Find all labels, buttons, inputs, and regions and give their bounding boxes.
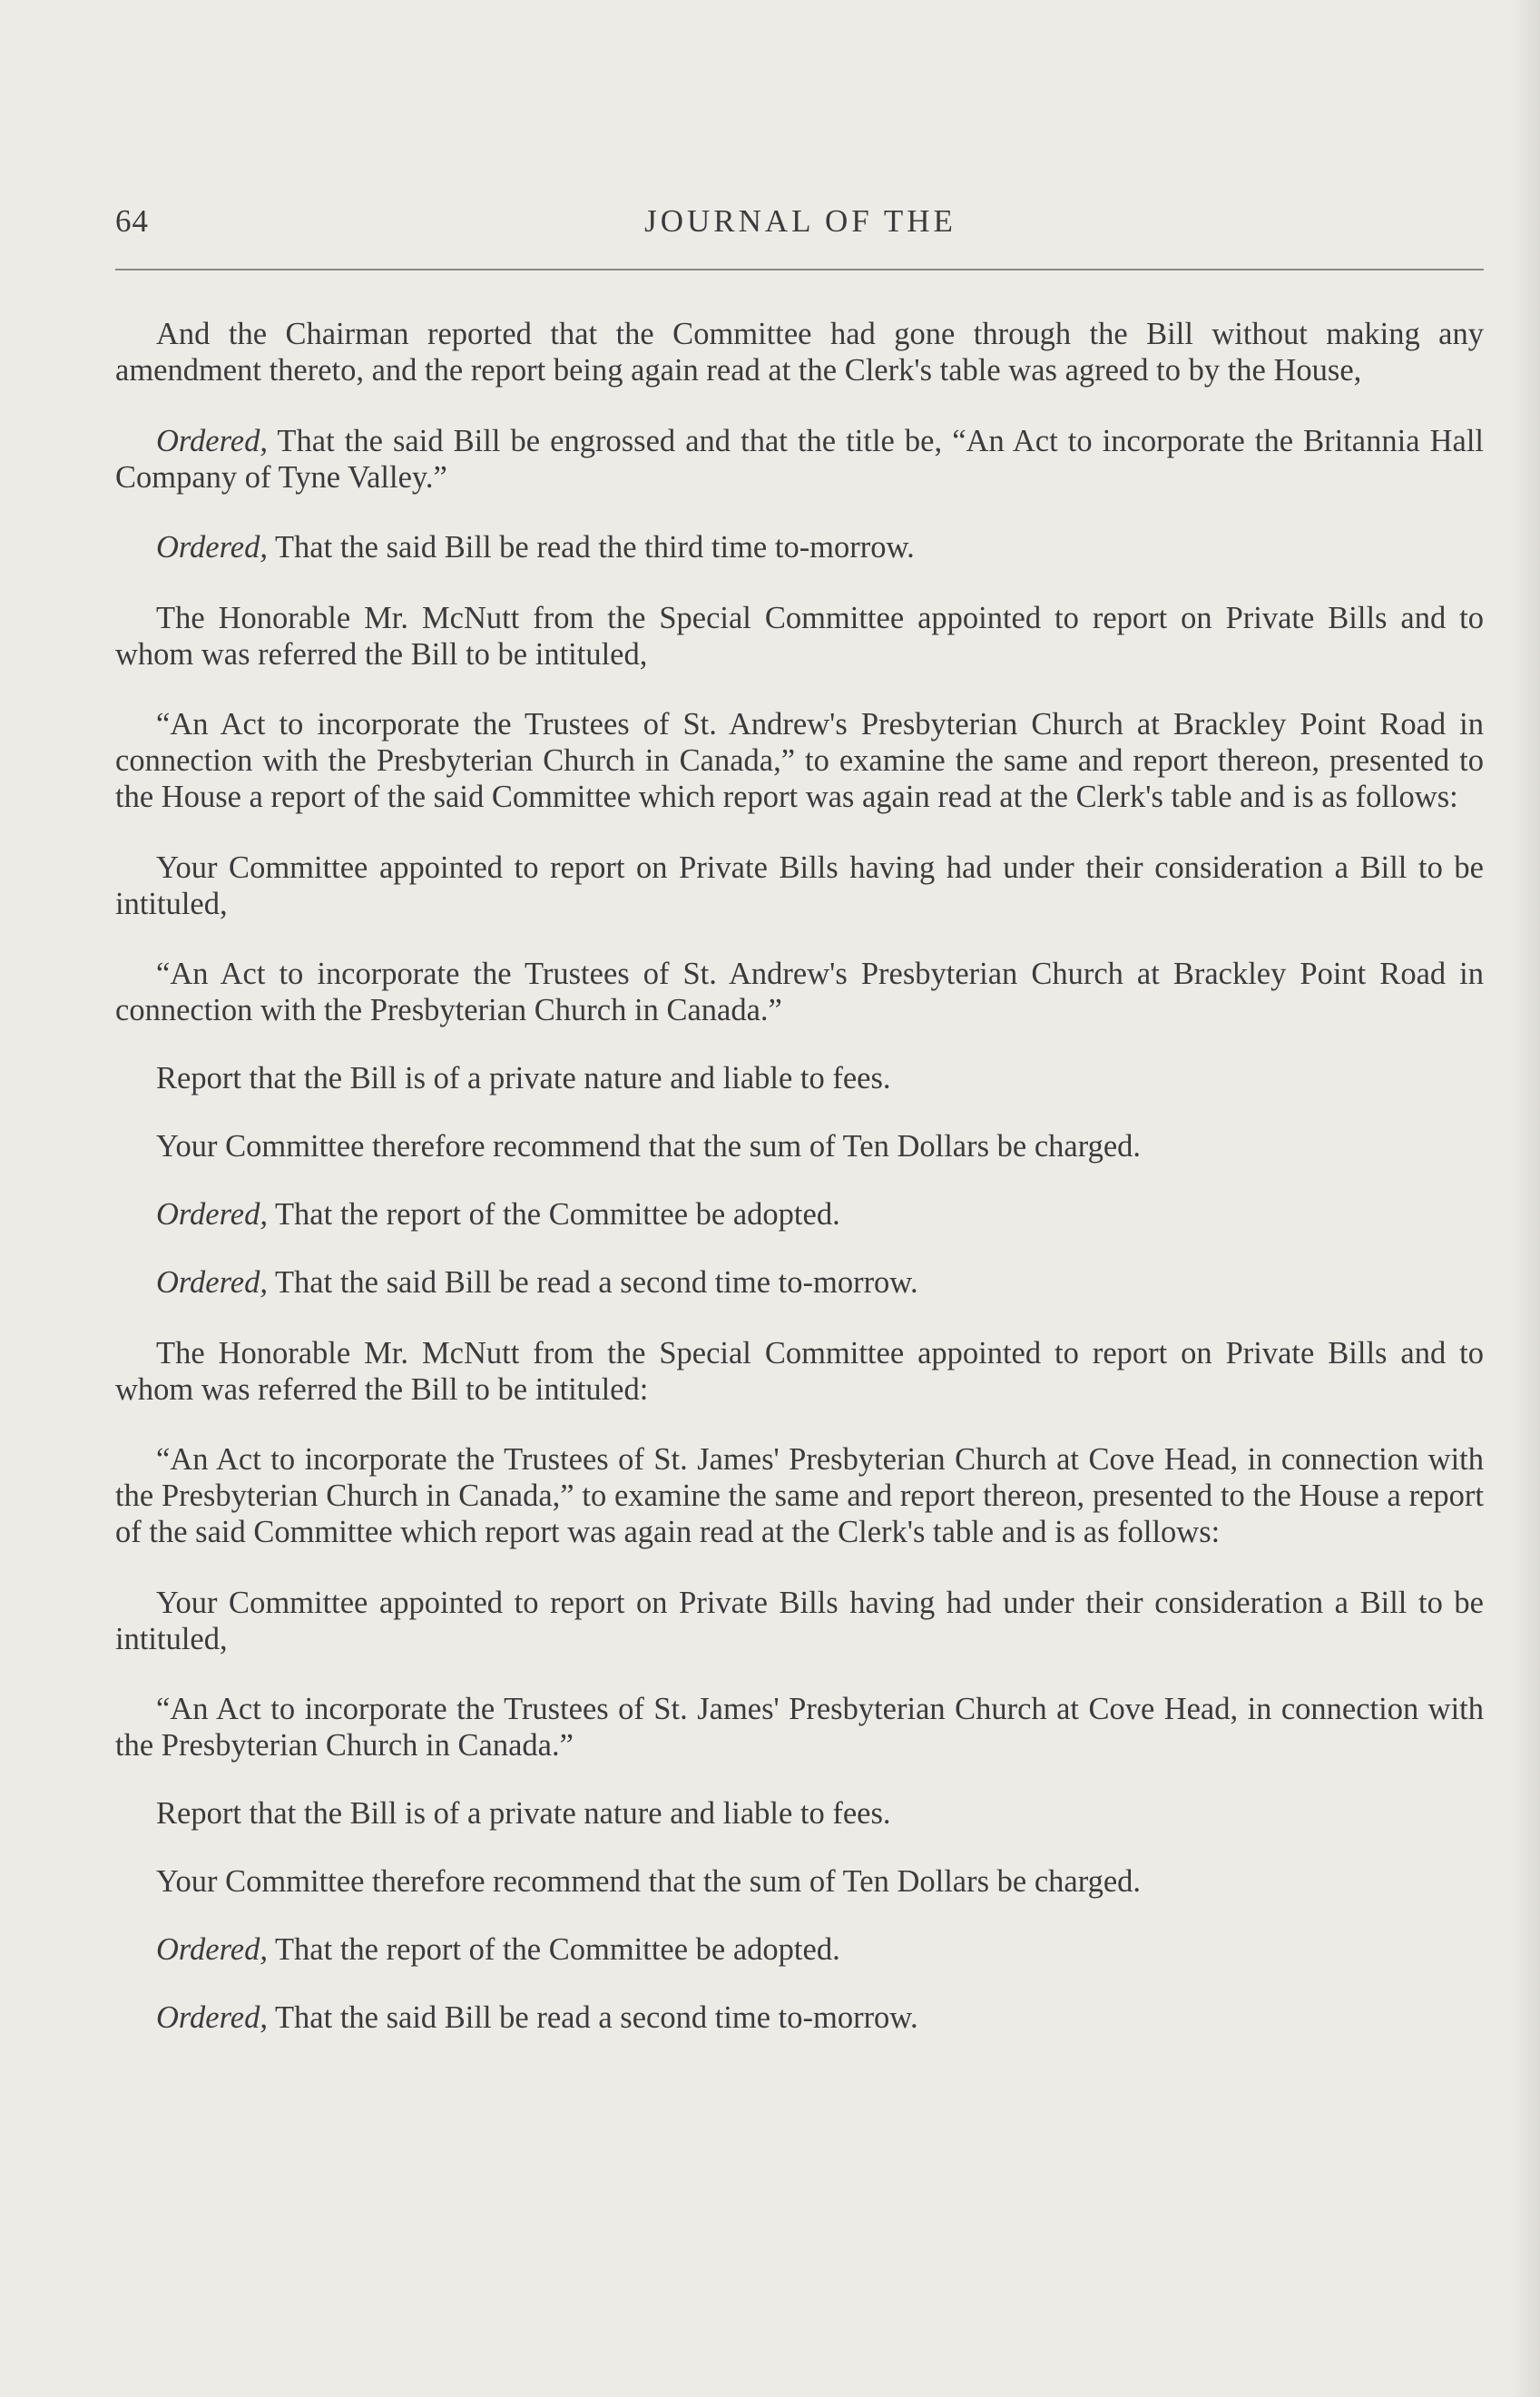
- paragraph-order-engrossed: [115, 423, 1484, 496]
- paragraph-text: The Honorable Mr. McNutt from the Special Committee appointed to report on Private Bills and to whom was referred the Bill to be intituled:: [115, 1335, 1484, 1407]
- paragraph-text: “An Act to incorporate the Trustees of St. James' Presbyterian Church at Cove Head, in connection with the Presbyterian Church in Canada.”: [115, 1692, 1484, 1763]
- paragraph-text: Report that the Bill is of a private nature and liable to fees.: [156, 1796, 891, 1831]
- paragraph-mcnutt-report-1: [115, 600, 1484, 673]
- paragraph-fee-recommendation-2: [115, 1863, 1484, 1900]
- paragraph-order-second-reading-1: [115, 1264, 1484, 1301]
- paragraph-fee-recommendation-1: [115, 1128, 1484, 1164]
- paragraph-private-nature-1: [115, 1060, 1484, 1096]
- paragraph-text: “An Act to incorporate the Trustees of St. James' Presbyterian Church at Cove Head, in connection with the Presbyterian Church in Canada,” to examine the same and report thereon, presented to the House a report of the said Committee which report was again read at the Clerk's table and is as follows:: [115, 1442, 1484, 1549]
- ordered-label: Ordered,: [156, 423, 268, 458]
- paragraph-text: That the said Bill be engrossed and that the title be, “An Act to incorporate the Britannia Hall Company of Tyne Valley.”: [115, 423, 1484, 495]
- paragraph-chairman-report: [115, 316, 1484, 388]
- paragraph-order-adopted-2: [115, 1931, 1484, 1968]
- paragraph-text: The Honorable Mr. McNutt from the Special Committee appointed to report on Private Bills and to whom was referred the Bill to be intituled,: [115, 600, 1484, 672]
- ordered-label: Ordered,: [156, 1197, 268, 1232]
- journal-body: [115, 316, 1484, 2070]
- paragraph-text: “An Act to incorporate the Trustees of St. Andrew's Presbyterian Church at Brackley Point Road in connection with the Presbyterian Church in Canada.”: [115, 957, 1484, 1027]
- paragraph-text: Your Committee therefore recommend that the sum of Ten Dollars be charged.: [156, 1129, 1142, 1164]
- paragraph-st-andrews-act-quote: [115, 956, 1484, 1028]
- paragraph-private-nature-2: [115, 1795, 1484, 1832]
- paragraph-st-andrews-act-title: [115, 706, 1484, 815]
- paragraph-text: Your Committee therefore recommend that the sum of Ten Dollars be charged.: [156, 1864, 1142, 1899]
- ordered-label: Ordered,: [156, 1932, 268, 1967]
- journal-title: JOURNAL OF THE: [644, 203, 956, 239]
- page-number: 64: [115, 203, 149, 239]
- ordered-label: Ordered,: [156, 1265, 268, 1300]
- paragraph-text: That the said Bill be read a second time to-morrow.: [267, 2000, 918, 2035]
- paragraph-order-third-reading: [115, 529, 1484, 565]
- ordered-label: Ordered,: [156, 2000, 268, 2035]
- paragraph-text: That the said Bill be read a second time to-morrow.: [267, 1265, 918, 1300]
- paragraph-text: That the report of the Committee be adopted.: [267, 1932, 840, 1967]
- paragraph-committee-consideration-2: [115, 1585, 1484, 1657]
- paragraph-text: Report that the Bill is of a private nature and liable to fees.: [156, 1061, 891, 1095]
- paragraph-order-adopted-1: [115, 1196, 1484, 1233]
- paragraph-text: “An Act to incorporate the Trustees of St. Andrew's Presbyterian Church at Brackley Point Road in connection with the Presbyterian Church in Canada,” to examine the same and report thereon, presented to the House a report of the said Committee which report was again read at the Clerk's table and is as follows:: [115, 707, 1484, 814]
- paragraph-st-james-act-quote: [115, 1691, 1484, 1763]
- paragraph-mcnutt-report-2: [115, 1335, 1484, 1408]
- paragraph-st-james-act-title: [115, 1441, 1484, 1550]
- paragraph-text: And the Chairman reported that the Committee had gone through the Bill without making any amendment thereto, and the report being again read at the Clerk's table was agreed to by the House,: [115, 317, 1484, 388]
- paragraph-text: Your Committee appointed to report on Private Bills having had under their consideration a Bill to be intituled,: [115, 850, 1484, 921]
- running-head: [115, 198, 1486, 249]
- scan-page-edge: [1513, 0, 1540, 2397]
- paragraph-text: That the report of the Committee be adopted.: [267, 1197, 840, 1232]
- paragraph-order-second-reading-2: [115, 1999, 1484, 2036]
- header-rule: [115, 269, 1484, 270]
- paragraph-committee-consideration-1: [115, 850, 1484, 922]
- paragraph-text: That the said Bill be read the third time to-morrow.: [267, 530, 915, 565]
- ordered-label: Ordered,: [156, 530, 268, 565]
- paragraph-text: Your Committee appointed to report on Private Bills having had under their consideration a Bill to be intituled,: [115, 1585, 1484, 1656]
